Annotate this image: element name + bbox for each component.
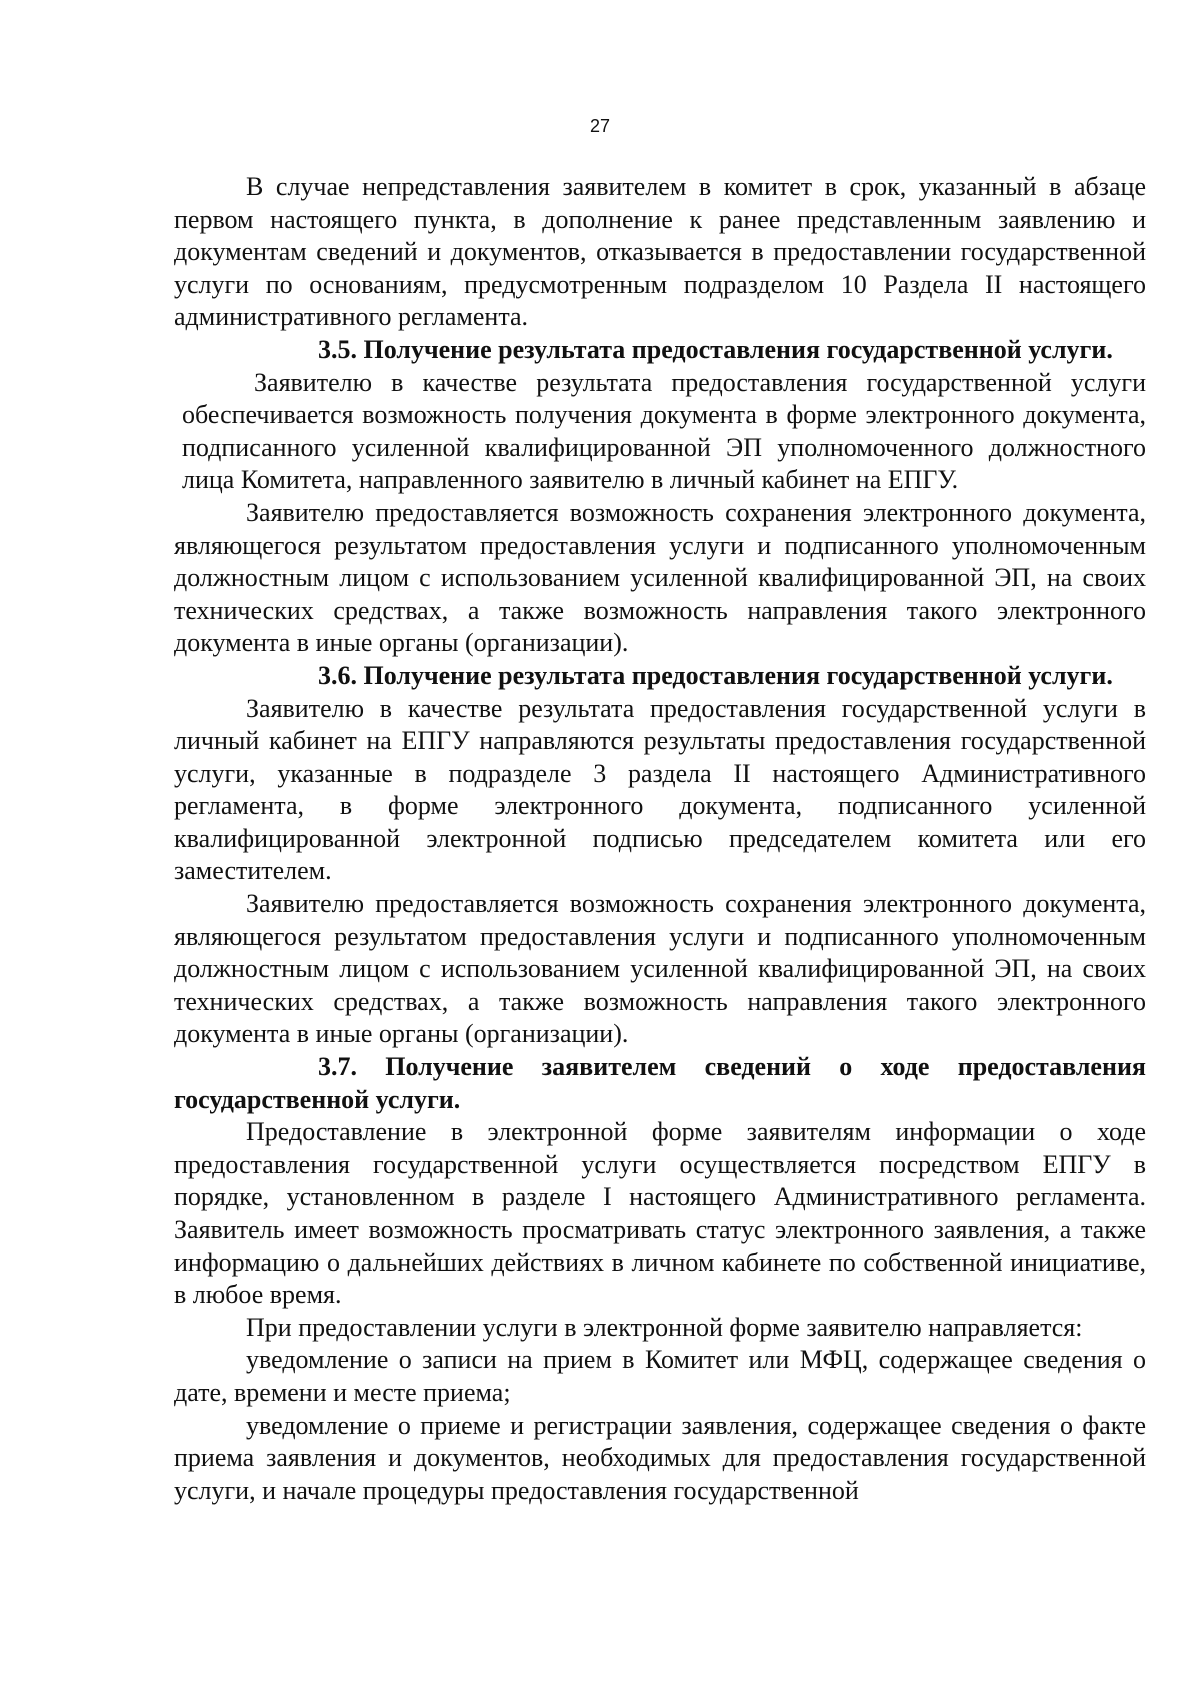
paragraph: уведомление о записи на прием в Комитет или МФЦ, содержащее сведения о дате, времени и месте приема; — [174, 1345, 1146, 1407]
paragraph: Заявителю предоставляется возможность сохранения электронного документа, являющегося результатом предоставления услуги и подписанного уполномоченным должностным лицом с использованием усиленной квалифицированной ЭП, на своих технических средствах, а также возможность направления такого электронного документа в иные органы (организации). — [174, 497, 1146, 658]
page-number: 27 — [589, 116, 611, 136]
paragraph: Заявителю предоставляется возможность сохранения электронного документа, являющегося результатом предоставления услуги и подписанного уполномоченным должностным лицом с использованием усиленной квалифицированной ЭП, на своих технических средствах, а также возможность направления такого электронного документа в иные органы (организации). — [174, 889, 1146, 1049]
paragraph: Заявителю в качестве результата предоставления государственной услуги обеспечивается возможность получения документа в форме электронного документа, подписанного усиленной квалифицированной ЭП уполномоченного должностного лица Комитета, направленного заявителю в личный кабинет на ЕПГУ. — [182, 367, 1146, 495]
section-title: Получение результата предоставления государственной услуги. — [363, 334, 1113, 364]
section-title: Получение заявителем сведений о ходе предоставления государственной услуги. — [174, 1052, 1146, 1114]
section-heading-3-7 — [174, 1051, 1146, 1116]
section-title: Получение результата предоставления государственной услуги. — [363, 660, 1113, 690]
document-body — [174, 171, 1146, 1507]
section-heading-3-5 — [174, 334, 1146, 367]
section-number: 3.7. — [318, 1052, 357, 1082]
paragraph: Заявителю в качестве результата предоставления государственной услуги в личный кабинет на ЕПГУ направляются результаты предоставления государственной услуги, указанные в подразделе 3 раздела II настоящего Административного регламента, в форме электронного документа, подписанного усиленной квалифицированной электронной подписью председателем комитета или его заместителем. — [174, 693, 1146, 886]
paragraph: При предоставлении услуги в электронной форме заявителю направляется: — [246, 1312, 1083, 1342]
section-number: 3.6. — [318, 660, 357, 690]
section-number: 3.5. — [318, 334, 357, 364]
paragraph: В случае непредставления заявителем в комитет в срок, указанный в абзаце первом настоящего пункта, в дополнение к ранее представленным заявлению и документам сведений и документов, отказывается в предоставлении государственной услуги по основаниям, предусмотренным подразделом 10 Раздела II настоящего административного регламента. — [174, 172, 1146, 332]
section-heading-3-6 — [174, 660, 1146, 693]
paragraph: Предоставление в электронной форме заявителям информации о ходе предоставления государственной услуги осуществляется посредством ЕПГУ в порядке, установленном в разделе I настоящего Административного регламента. Заявитель имеет возможность просматривать статус электронного заявления, а также информацию о дальнейших действиях в личном кабинете по собственной инициативе, в любое время. — [174, 1117, 1146, 1310]
paragraph: уведомление о приеме и регистрации заявления, содержащее сведения о факте приема заявления и документов, необходимых для предоставления государственной услуги, и начале процедуры предоставления государственной — [174, 1410, 1146, 1505]
